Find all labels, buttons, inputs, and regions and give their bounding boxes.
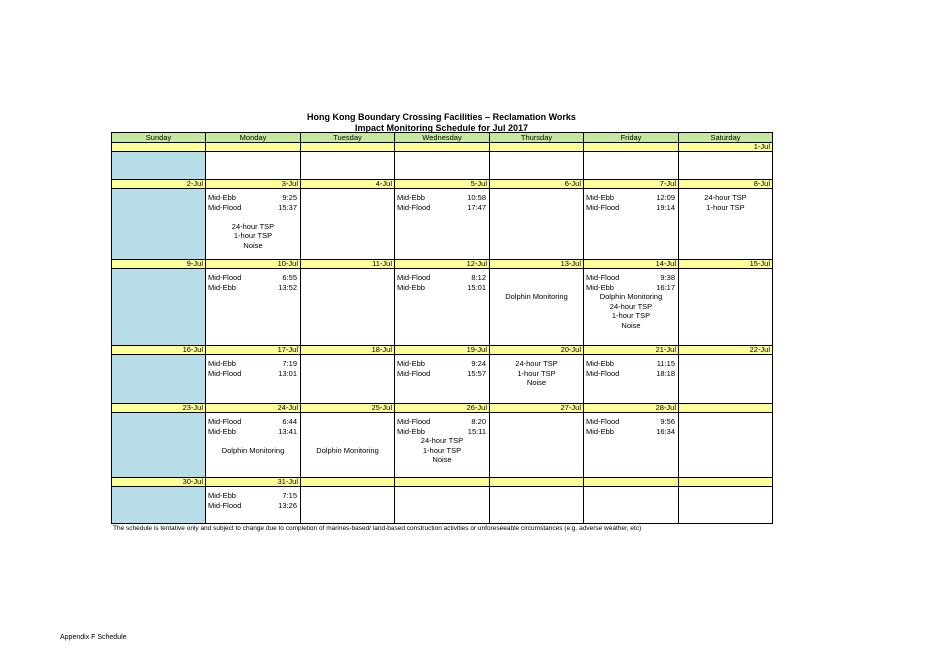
tide-label: Mid-Flood	[208, 202, 242, 212]
tide-time: 9:24	[471, 359, 486, 368]
tide-time: 19:14	[656, 202, 675, 212]
schedule-row	[112, 413, 773, 478]
date-label: 15-Jul	[679, 260, 773, 269]
monitoring-item: Noise	[621, 320, 641, 330]
day-cell	[301, 189, 395, 260]
day-cell	[206, 355, 301, 404]
tide-entry	[206, 359, 300, 369]
day-cell	[206, 189, 301, 260]
tide-time: 17:47	[467, 202, 486, 212]
monitoring-item: Dolphin Monitoring	[505, 292, 568, 301]
date-label: 14-Jul	[584, 260, 679, 269]
weekday-header: Wednesday	[395, 133, 490, 143]
date-label: 5-Jul	[395, 180, 490, 189]
tide-label: Mid-Ebb	[397, 359, 425, 368]
day-cell	[395, 355, 490, 404]
tide-label: Mid-Ebb	[208, 359, 236, 368]
disclaimer-note: The schedule is tentative only and subject to change due to completion of marines-based/ land-based construction activities or unforeseeable circumstances (e.g. adverse weather, etc)	[113, 525, 642, 532]
date-label: 31-Jul	[206, 478, 301, 487]
day-cell	[206, 152, 301, 180]
date-label: 11-Jul	[301, 260, 395, 269]
date-label	[395, 143, 490, 152]
date-label: 6-Jul	[490, 180, 584, 189]
day-cell	[206, 269, 301, 346]
tide-time: 10:58	[467, 193, 486, 202]
date-label	[112, 143, 206, 152]
date-label: 1-Jul	[679, 143, 773, 152]
schedule-row	[112, 487, 773, 524]
tide-time: 18:18	[656, 368, 675, 378]
tide-entry	[395, 417, 489, 427]
tide-time: 7:15	[282, 491, 297, 500]
tide-time: 6:55	[282, 273, 297, 282]
date-label	[584, 143, 679, 152]
tide-time: 6:44	[282, 417, 297, 426]
monitoring-item: 1-hour TSP	[611, 311, 651, 320]
tide-entry	[584, 417, 678, 427]
monitoring-item: 1-hour TSP	[517, 368, 556, 378]
day-cell	[395, 152, 490, 180]
tide-entry	[206, 193, 300, 203]
date-label: 30-Jul	[112, 478, 206, 487]
monitoring-item: 1-hour TSP	[706, 202, 745, 212]
monitoring-item: 24-hour TSP	[609, 301, 653, 311]
weekday-header: Friday	[584, 133, 679, 143]
day-cell	[112, 487, 206, 524]
tide-entry	[206, 417, 300, 427]
tide-entry	[206, 427, 300, 437]
tide-entry	[395, 427, 489, 437]
tide-label: Mid-Ebb	[397, 193, 425, 202]
day-cell	[112, 355, 206, 404]
monitoring-item: 1-hour TSP	[422, 445, 462, 455]
title-line-2: Impact Monitoring Schedule for Jul 2017	[354, 123, 529, 133]
day-cell	[679, 487, 773, 524]
day-cell	[301, 152, 395, 180]
tide-time: 12:09	[656, 193, 675, 202]
tide-entry	[206, 273, 300, 283]
date-label: 10-Jul	[206, 260, 301, 269]
tide-label: Mid-Ebb	[397, 426, 425, 436]
weekday-header-row	[112, 133, 773, 143]
tide-entry	[395, 283, 489, 293]
tide-entry	[395, 193, 489, 203]
tide-label: Mid-Ebb	[397, 282, 425, 292]
date-label: 16-Jul	[112, 346, 206, 355]
day-cell	[679, 413, 773, 478]
day-cell	[584, 269, 679, 346]
date-label: 25-Jul	[301, 404, 395, 413]
tide-entry	[206, 283, 300, 293]
date-label: 21-Jul	[584, 346, 679, 355]
tide-time: 13:41	[278, 426, 297, 436]
day-cell	[679, 189, 773, 260]
title-line-1: Hong Kong Boundary Crossing Facilities – Reclamation Works	[307, 112, 576, 122]
day-cell	[206, 413, 301, 478]
tide-time: 8:12	[471, 273, 486, 282]
tide-entry	[584, 427, 678, 437]
day-cell	[301, 413, 395, 478]
schedule-row	[112, 189, 773, 260]
date-label: 22-Jul	[679, 346, 773, 355]
tide-time: 15:57	[467, 368, 486, 378]
weekday-header: Thursday	[490, 133, 584, 143]
tide-label: Mid-Ebb	[208, 193, 236, 202]
tide-time: 13:01	[278, 368, 297, 378]
date-label: 19-Jul	[395, 346, 490, 355]
tide-label: Mid-Flood	[586, 202, 620, 212]
tide-label: Mid-Ebb	[586, 282, 614, 292]
tide-entry	[584, 359, 678, 369]
monitoring-item: 1-hour TSP	[233, 231, 273, 240]
day-cell	[112, 269, 206, 346]
weekday-header: Sunday	[112, 133, 206, 143]
tide-time: 7:19	[282, 359, 297, 368]
tide-entry	[395, 359, 489, 369]
tide-entry	[584, 203, 678, 213]
day-cell	[490, 269, 584, 346]
tide-time: 11:15	[656, 359, 675, 368]
tide-label: Mid-Flood	[397, 202, 431, 212]
tide-entry	[395, 369, 489, 379]
tide-time: 15:01	[467, 282, 486, 292]
tide-time: 9:56	[660, 417, 675, 426]
day-cell	[584, 487, 679, 524]
date-row	[112, 404, 773, 413]
date-label	[301, 478, 395, 487]
tide-label: Mid-Ebb	[208, 282, 236, 292]
monitoring-item: 24-hour TSP	[420, 436, 464, 445]
day-cell	[112, 189, 206, 260]
date-label: 20-Jul	[490, 346, 584, 355]
schedule-title	[111, 112, 772, 134]
date-label: 12-Jul	[395, 260, 490, 269]
monitoring-item: Dolphin Monitoring	[599, 292, 663, 301]
date-label	[301, 143, 395, 152]
weekday-header: Tuesday	[301, 133, 395, 143]
tide-label: Mid-Ebb	[586, 193, 614, 202]
monitoring-item: Dolphin Monitoring	[316, 445, 379, 455]
day-cell	[584, 355, 679, 404]
tide-entry	[395, 203, 489, 213]
date-label: 13-Jul	[490, 260, 584, 269]
monitoring-item: Dolphin Monitoring	[221, 445, 285, 455]
day-cell	[395, 189, 490, 260]
date-label: 26-Jul	[395, 404, 490, 413]
tide-entry	[584, 193, 678, 203]
tide-label: Mid-Flood	[586, 417, 620, 426]
tide-label: Mid-Flood	[397, 273, 431, 282]
day-cell	[206, 487, 301, 524]
tide-entry	[206, 501, 300, 511]
date-label	[490, 143, 584, 152]
date-label: 28-Jul	[584, 404, 679, 413]
date-row	[112, 143, 773, 152]
date-label: 8-Jul	[679, 180, 773, 189]
tide-label: Mid-Flood	[397, 417, 431, 426]
day-cell	[301, 269, 395, 346]
date-label: 24-Jul	[206, 404, 301, 413]
tide-label: Mid-Ebb	[208, 426, 236, 436]
tide-entry	[584, 273, 678, 283]
day-cell	[112, 152, 206, 180]
day-cell	[490, 413, 584, 478]
tide-label: Mid-Ebb	[208, 491, 236, 500]
day-cell	[490, 152, 584, 180]
day-cell	[490, 189, 584, 260]
date-row	[112, 346, 773, 355]
tide-entry	[206, 203, 300, 213]
date-label	[395, 478, 490, 487]
calendar-table	[111, 132, 773, 524]
monitoring-item: Noise	[526, 378, 547, 387]
monitoring-item: 24-hour TSP	[704, 193, 747, 202]
date-label	[490, 478, 584, 487]
date-label: 7-Jul	[584, 180, 679, 189]
day-cell	[584, 413, 679, 478]
tide-time: 15:11	[467, 426, 486, 436]
date-label: 18-Jul	[301, 346, 395, 355]
day-cell	[584, 189, 679, 260]
tide-entry	[395, 273, 489, 283]
day-cell	[679, 355, 773, 404]
tide-time: 16:34	[656, 426, 675, 436]
schedule-row	[112, 152, 773, 180]
tide-label: Mid-Flood	[586, 273, 620, 282]
day-cell	[112, 413, 206, 478]
monitoring-item: 24-hour TSP	[515, 359, 558, 368]
date-label	[679, 478, 773, 487]
day-cell	[490, 487, 584, 524]
schedule-row	[112, 355, 773, 404]
tide-label: Mid-Ebb	[586, 426, 614, 436]
date-label: 17-Jul	[206, 346, 301, 355]
date-label: 2-Jul	[112, 180, 206, 189]
tide-label: Mid-Flood	[208, 500, 242, 510]
tide-label: Mid-Flood	[397, 368, 431, 378]
day-cell	[679, 269, 773, 346]
date-label: 23-Jul	[112, 404, 206, 413]
weekday-header: Monday	[206, 133, 301, 143]
tide-time: 9:25	[282, 193, 297, 202]
weekday-header: Saturday	[679, 133, 773, 143]
day-cell	[679, 152, 773, 180]
tide-time: 9:38	[660, 273, 675, 282]
date-label: 9-Jul	[112, 260, 206, 269]
date-label: 27-Jul	[490, 404, 584, 413]
date-row	[112, 478, 773, 487]
day-cell	[301, 487, 395, 524]
date-label: 3-Jul	[206, 180, 301, 189]
footer-label: Appendix F Schedule	[60, 634, 127, 641]
date-label	[206, 143, 301, 152]
tide-label: Mid-Flood	[208, 417, 242, 426]
monitoring-item: Noise	[432, 455, 452, 464]
tide-time: 13:26	[278, 500, 297, 510]
date-row	[112, 260, 773, 269]
date-label: 4-Jul	[301, 180, 395, 189]
tide-label: Mid-Ebb	[586, 359, 614, 368]
tide-label: Mid-Flood	[208, 273, 242, 282]
day-cell	[301, 355, 395, 404]
tide-time: 15:37	[278, 202, 297, 212]
tide-entry	[206, 491, 300, 501]
day-cell	[395, 487, 490, 524]
date-row	[112, 180, 773, 189]
tide-time: 13:52	[278, 282, 297, 292]
tide-label: Mid-Flood	[208, 368, 242, 378]
tide-entry	[584, 369, 678, 379]
tide-entry	[206, 369, 300, 379]
date-label	[584, 478, 679, 487]
monitoring-item: Noise	[243, 240, 263, 250]
date-label	[679, 404, 773, 413]
day-cell	[395, 413, 490, 478]
tide-label: Mid-Flood	[586, 368, 620, 378]
monitoring-item: 24-hour TSP	[231, 221, 275, 231]
tide-entry	[584, 283, 678, 293]
tide-time: 16:17	[656, 282, 675, 292]
day-cell	[395, 269, 490, 346]
day-cell	[584, 152, 679, 180]
day-cell	[490, 355, 584, 404]
tide-time: 8:20	[471, 417, 486, 426]
schedule-row	[112, 269, 773, 346]
